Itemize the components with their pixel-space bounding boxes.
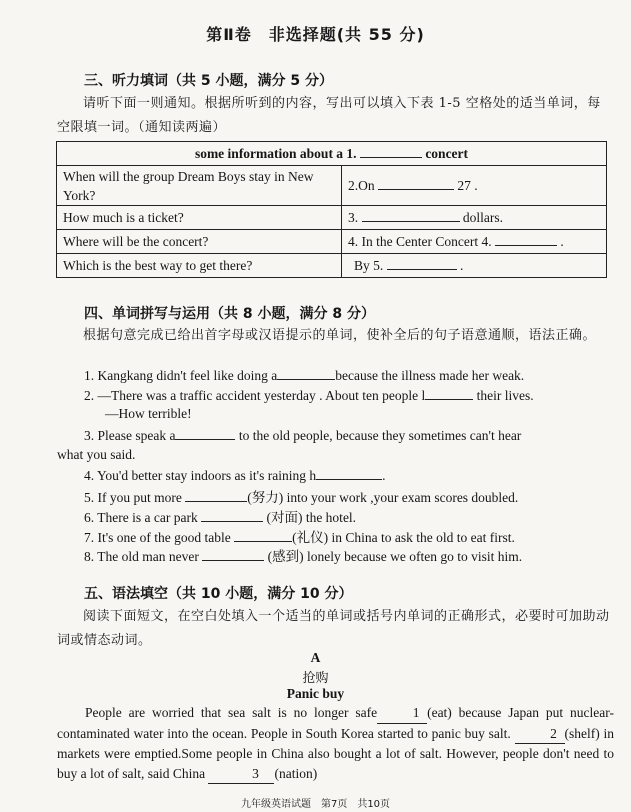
passage-part-1: People are worried that sea salt is no longer safe	[85, 705, 378, 720]
q1-text-end: because the illness made her weak.	[335, 368, 525, 383]
passage-title-en: Panic buy	[286, 686, 345, 701]
q8-text-end: (感到) lonely because we often go to visit him.	[264, 549, 523, 564]
answer-suffix: 27 .	[457, 178, 478, 193]
table-header	[57, 142, 607, 166]
blank-g1[interactable]: 1	[377, 703, 427, 724]
q3-blank[interactable]	[175, 427, 235, 440]
page-footer: 九年级英语试题 第7页 共10页	[240, 799, 391, 810]
paper-title: 第Ⅱ卷 非选择题(共 55 分)	[206, 25, 425, 44]
passage-part-3: (shelf) in markets were emptied.Some people in China also bought a lot of salt. However, people don't need to buy a lot of salt, said China	[57, 725, 614, 781]
q5-blank[interactable]	[185, 489, 247, 502]
q1-text: 1. Kangkang didn't feel like doing a	[84, 368, 278, 383]
q2-blank[interactable]	[425, 387, 473, 400]
table-row	[57, 254, 607, 278]
question-cell: How much is a ticket?	[57, 206, 342, 230]
q4-text-end: .	[382, 468, 386, 483]
header-text: some information about a 1.	[194, 146, 357, 161]
answer-cell	[342, 230, 607, 254]
header-text-end: concert	[425, 146, 469, 161]
section5-heading: 五、语法填空（共 10 小题，满分 10 分）	[84, 586, 353, 602]
q4-blank[interactable]	[316, 467, 382, 480]
q6-text: 6. There is a car park	[84, 510, 202, 525]
answer-cell	[342, 206, 607, 230]
q7-text: 7. It's one of the good table	[84, 530, 235, 545]
q6-text-end: (对面) the hotel.	[263, 510, 357, 525]
table-row	[57, 230, 607, 254]
q1-blank[interactable]	[277, 367, 335, 380]
q8-blank[interactable]	[202, 548, 264, 561]
passage-label: A	[310, 650, 321, 665]
blank-3[interactable]	[362, 209, 460, 222]
question-cell: Where will be the concert?	[57, 230, 342, 254]
question-4	[84, 467, 385, 484]
question-2	[84, 387, 534, 404]
question-3	[84, 427, 521, 444]
question-2-reply: —How terrible!	[105, 406, 192, 421]
answer-prefix: By 5.	[354, 258, 384, 273]
answer-prefix: 3.	[348, 210, 359, 225]
question-7	[84, 526, 515, 546]
answer-prefix: 2.On	[348, 178, 375, 193]
listening-table	[56, 141, 607, 278]
section3-instruction: 请听下面一则通知。根据所听到的内容，写出可以填入下表 1-5 空格处的适当单词，每空限填一词。（通知读两遍）	[57, 96, 601, 135]
table-row	[57, 166, 607, 206]
q3-text: 3. Please speak a	[84, 428, 176, 443]
blank-g2[interactable]: 2	[515, 724, 565, 745]
passage-part-4: (nation)	[274, 765, 318, 781]
answer-suffix: dollars.	[462, 210, 503, 225]
q7-blank[interactable]	[234, 529, 292, 542]
passage-part-2: (eat) because Japan put nuclear-contaminated water into the ocean. People in South Korea started to panic buy salt.	[57, 705, 614, 741]
blank-5[interactable]	[387, 257, 457, 270]
answer-prefix: 4. In the Center Concert 4.	[348, 234, 492, 249]
blank-1[interactable]	[360, 145, 422, 158]
question-6	[84, 506, 356, 526]
q3-text-end: to the old people, because they sometimes can't hear	[235, 428, 522, 443]
question-5	[84, 486, 518, 506]
section3-heading: 三、听力填词（共 5 小题，满分 5 分）	[84, 73, 333, 89]
section5-instruction: 阅读下面短文，在空白处填入一个适当的单词或括号内单词的正确形式，必要时可加助动词或情态动词。	[57, 609, 610, 648]
answer-suffix: .	[560, 234, 564, 249]
question-8	[84, 545, 522, 565]
blank-4[interactable]	[495, 233, 557, 246]
q2-text-end: their lives.	[473, 388, 534, 403]
q2-text: 2. —There was a traffic accident yesterday . About ten people l	[84, 388, 426, 403]
section4-instruction: 根据句意完成已给出首字母或汉语提示的单词，使补全后的句子语意通顺，语法正确。	[83, 328, 597, 343]
question-1	[84, 367, 524, 384]
table-row	[57, 206, 607, 230]
answer-cell	[342, 254, 607, 278]
q4-text: 4. You'd better stay indoors as it's raining h	[84, 468, 317, 483]
answer-suffix: .	[460, 258, 464, 273]
q5-text-end: (努力) into your work ,your exam scores doubled.	[247, 490, 519, 505]
q5-text: 5. If you put more	[84, 490, 186, 505]
table-header-row	[57, 142, 607, 166]
blank-2[interactable]	[378, 177, 454, 190]
q8-text: 8. The old man never	[84, 549, 203, 564]
question-cell: When will the group Dream Boys stay in New York?	[57, 166, 342, 206]
blank-g3[interactable]: 3	[208, 764, 274, 785]
passage-text	[57, 703, 614, 784]
q7-text-end: (礼仪) in China to ask the old to eat first.	[292, 530, 515, 545]
passage-title-cn: 抢购	[302, 671, 329, 686]
answer-cell	[342, 166, 607, 206]
question-3-cont: what you said.	[57, 447, 136, 462]
q6-blank[interactable]	[201, 509, 263, 522]
section4-heading: 四、单词拼写与运用（共 8 小题，满分 8 分）	[84, 306, 375, 322]
question-cell: Which is the best way to get there?	[57, 254, 342, 278]
